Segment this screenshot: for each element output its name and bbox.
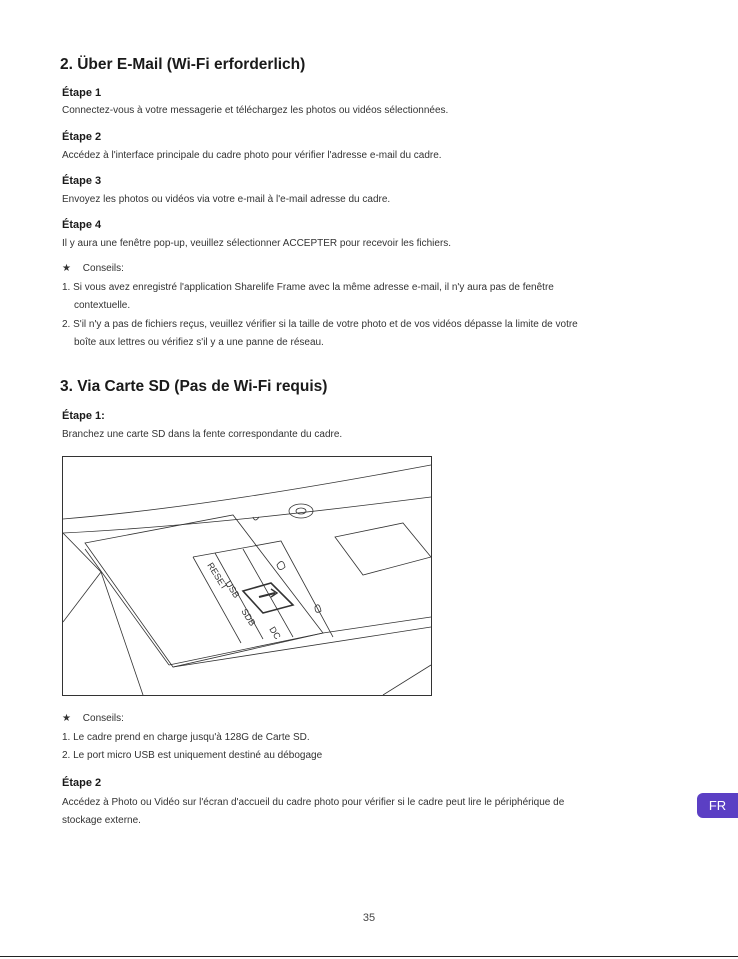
step-3-label: Étape 3 bbox=[62, 175, 102, 187]
star-icon: ★ bbox=[62, 263, 71, 274]
reset-label: RESET bbox=[205, 560, 230, 592]
sd-step-2-line-cont: stockage externe. bbox=[62, 815, 141, 826]
sd-tip-item: 1. Le cadre prend en charge jusqu'à 128G de Carte SD. bbox=[62, 732, 310, 743]
sd-step-1-label: Étape 1: bbox=[62, 410, 105, 422]
tip-line-cont: contextuelle. bbox=[74, 300, 131, 311]
step-1-text: Connectez-vous à votre messagerie et téléchargez les photos ou vidéos sélectionnées. bbox=[62, 105, 449, 116]
tip-line: 2. S'il n'y a pas de fichiers reçus, veuillez vérifier si la taille de votre photo et de vos vidéos dépasse la limite de votre bbox=[62, 319, 578, 330]
step-3-text: Envoyez les photos ou vidéos via votre e-mail à l'e-mail adresse du cadre. bbox=[62, 194, 391, 205]
step-2-label: Étape 2 bbox=[62, 131, 102, 143]
step-2-text: Accédez à l'interface principale du cadre photo pour vérifier l'adresse e-mail du cadre. bbox=[62, 150, 442, 161]
tips-header bbox=[62, 263, 124, 274]
sd-tips-header bbox=[62, 713, 124, 724]
tips-label: Conseils: bbox=[82, 713, 124, 724]
sd-step-2-text bbox=[62, 794, 672, 830]
sd-step-2-line: Accédez à Photo ou Vidéo sur l'écran d'accueil du cadre photo pour vérifier si le cadre peut lire le périphérique de bbox=[62, 797, 565, 808]
usb-label: USB bbox=[223, 578, 242, 600]
page-number: 35 bbox=[362, 912, 376, 924]
tips-label: Conseils: bbox=[82, 263, 124, 274]
sd-step-2-label: Étape 2 bbox=[62, 777, 102, 789]
dc-label: DC bbox=[267, 624, 283, 642]
sd-step-1-text: Branchez une carte SD dans la fente correspondante du cadre. bbox=[62, 429, 343, 440]
tip-line-cont: boîte aux lettres ou vérifiez s'il y a une panne de réseau. bbox=[74, 337, 324, 348]
step-4-text: Il y aura une fenêtre pop-up, veuillez sélectionner ACCEPTER pour recevoir les fichiers. bbox=[62, 238, 452, 249]
step-1-label: Étape 1 bbox=[62, 87, 102, 99]
tip-line: 1. Si vous avez enregistré l'application Sharelife Frame avec la même adresse e-mail, il n'y aura pas de fenêtre bbox=[62, 282, 554, 293]
frame-back-drawing bbox=[63, 457, 431, 695]
section-3-title: 3. Via Carte SD (Pas de Wi-Fi requis) bbox=[60, 378, 328, 395]
tip-item bbox=[62, 279, 672, 315]
language-badge: FR bbox=[697, 793, 738, 818]
step-4-label: Étape 4 bbox=[62, 219, 102, 231]
sd-slot-illustration bbox=[62, 456, 432, 696]
sd-tip-item: 2. Le port micro USB est uniquement destiné au débogage bbox=[62, 750, 323, 761]
tip-item bbox=[62, 316, 672, 352]
star-icon: ★ bbox=[62, 713, 71, 724]
section-2-title: 2. Über E-Mail (Wi-Fi erforderlich) bbox=[60, 56, 306, 73]
sd-label: SDB bbox=[239, 606, 258, 628]
bottom-divider bbox=[0, 956, 738, 957]
